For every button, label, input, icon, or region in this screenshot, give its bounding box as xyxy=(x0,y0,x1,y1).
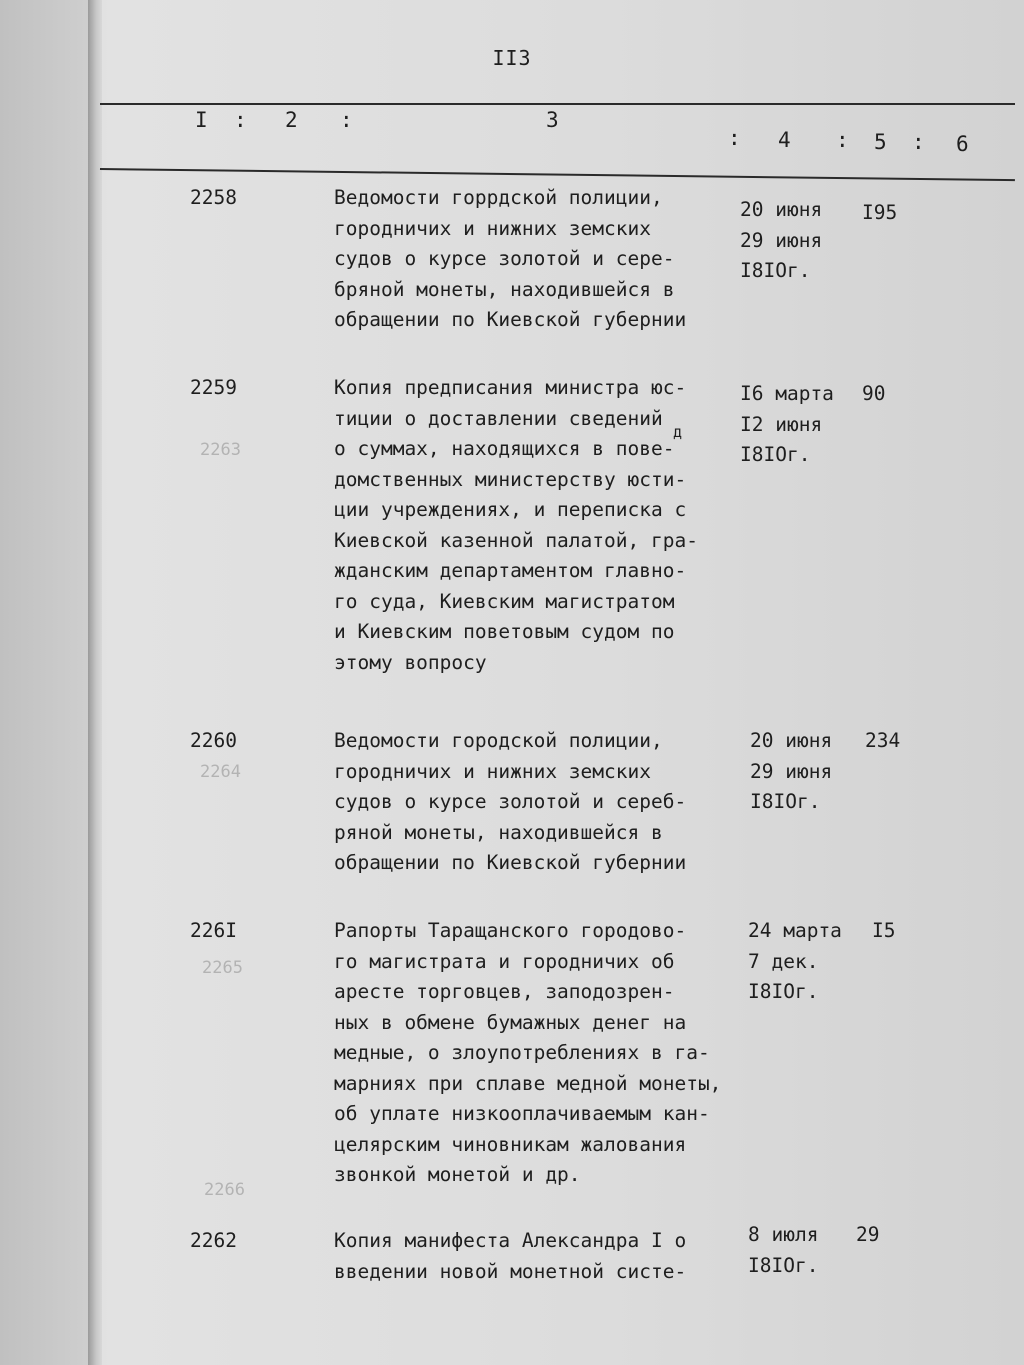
header-col-2: 2 xyxy=(285,108,298,132)
column-header-row xyxy=(0,108,1024,156)
header-sep-1: : xyxy=(234,108,247,132)
item-page-count: 90 xyxy=(862,382,886,405)
item-number: 2262 xyxy=(190,1229,237,1252)
item-dates: I6 марта I2 июня I8IOг. xyxy=(740,382,834,466)
item-description: Рапорты Таращанского городово- го магистрата и городничих об аресте торговцев, заподозрен- ных в обмене бумажных денег на медные, о злоупотреблениях в га- марниях при сплаве медной монеты, об уплате низкооплачиваемым кан- целярским чиновникам жалования звонкой монетой и др. xyxy=(334,919,722,1186)
header-col-6: 6 xyxy=(956,132,969,156)
item-dates: 8 июля I8IOг. xyxy=(748,1223,819,1277)
item-number: 226I xyxy=(190,919,237,942)
item-page-count: 29 xyxy=(856,1223,880,1246)
item-description: Копия предписания министра юс- тиции о доставлении сведений о суммах, находящихся в пове- домственных министерству юсти- ции учреждениях, и переписка с Киевской казенной палатой, гра- жданским департаментом главно- го суда, Киевским магистратом и Киевским поветовым судом по этому вопросу xyxy=(334,376,698,674)
bleed-through-mark: 2263 xyxy=(200,440,241,460)
item-page-count: I95 xyxy=(862,201,898,224)
inserted-letter: д xyxy=(673,423,683,441)
header-sep-5: : xyxy=(912,130,925,154)
header-col-4: 4 xyxy=(778,128,791,152)
item-number: 2260 xyxy=(190,729,237,752)
item-description: Ведомости горрдской полиции, городничих и нижних земских судов о курсе золотой и сере- бряной монеты, находившейся в обращении по Киевской губернии xyxy=(334,186,687,331)
item-dates: 20 июня 29 июня I8IOг. xyxy=(740,198,823,282)
item-number: 2258 xyxy=(190,186,237,209)
item-page-count: I5 xyxy=(872,919,896,942)
item-dates: 24 марта 7 дек. I8IOг. xyxy=(748,919,842,1003)
facing-page-edge xyxy=(0,0,92,1365)
header-col-5: 5 xyxy=(874,130,887,154)
page-number: II3 xyxy=(492,46,532,70)
page-binding xyxy=(88,0,102,1365)
bleed-through-mark: 2265 xyxy=(202,958,243,978)
item-description: Ведомости городской полиции, городничих и нижних земских судов о курсе золотой и сереб- ряной монеты, находившейся в обращении по Киевской губернии xyxy=(334,729,687,874)
bleed-through-mark: 2266 xyxy=(204,1180,245,1200)
header-sep-4: : xyxy=(836,128,849,152)
header-top-rule xyxy=(100,103,1015,105)
header-col-3: 3 xyxy=(546,108,559,132)
header-col-1: I xyxy=(195,108,208,132)
header-sep-2: : xyxy=(340,108,353,132)
item-page-count: 234 xyxy=(865,729,901,752)
header-bottom-rule xyxy=(100,168,1015,181)
bleed-through-mark: 2264 xyxy=(200,762,241,782)
item-dates: 20 июня 29 июня I8IOг. xyxy=(750,729,833,813)
item-number: 2259 xyxy=(190,376,237,399)
header-sep-3: : xyxy=(728,126,741,150)
item-description: Копия манифеста Александра I о введении новой монетной систе- xyxy=(334,1229,687,1283)
